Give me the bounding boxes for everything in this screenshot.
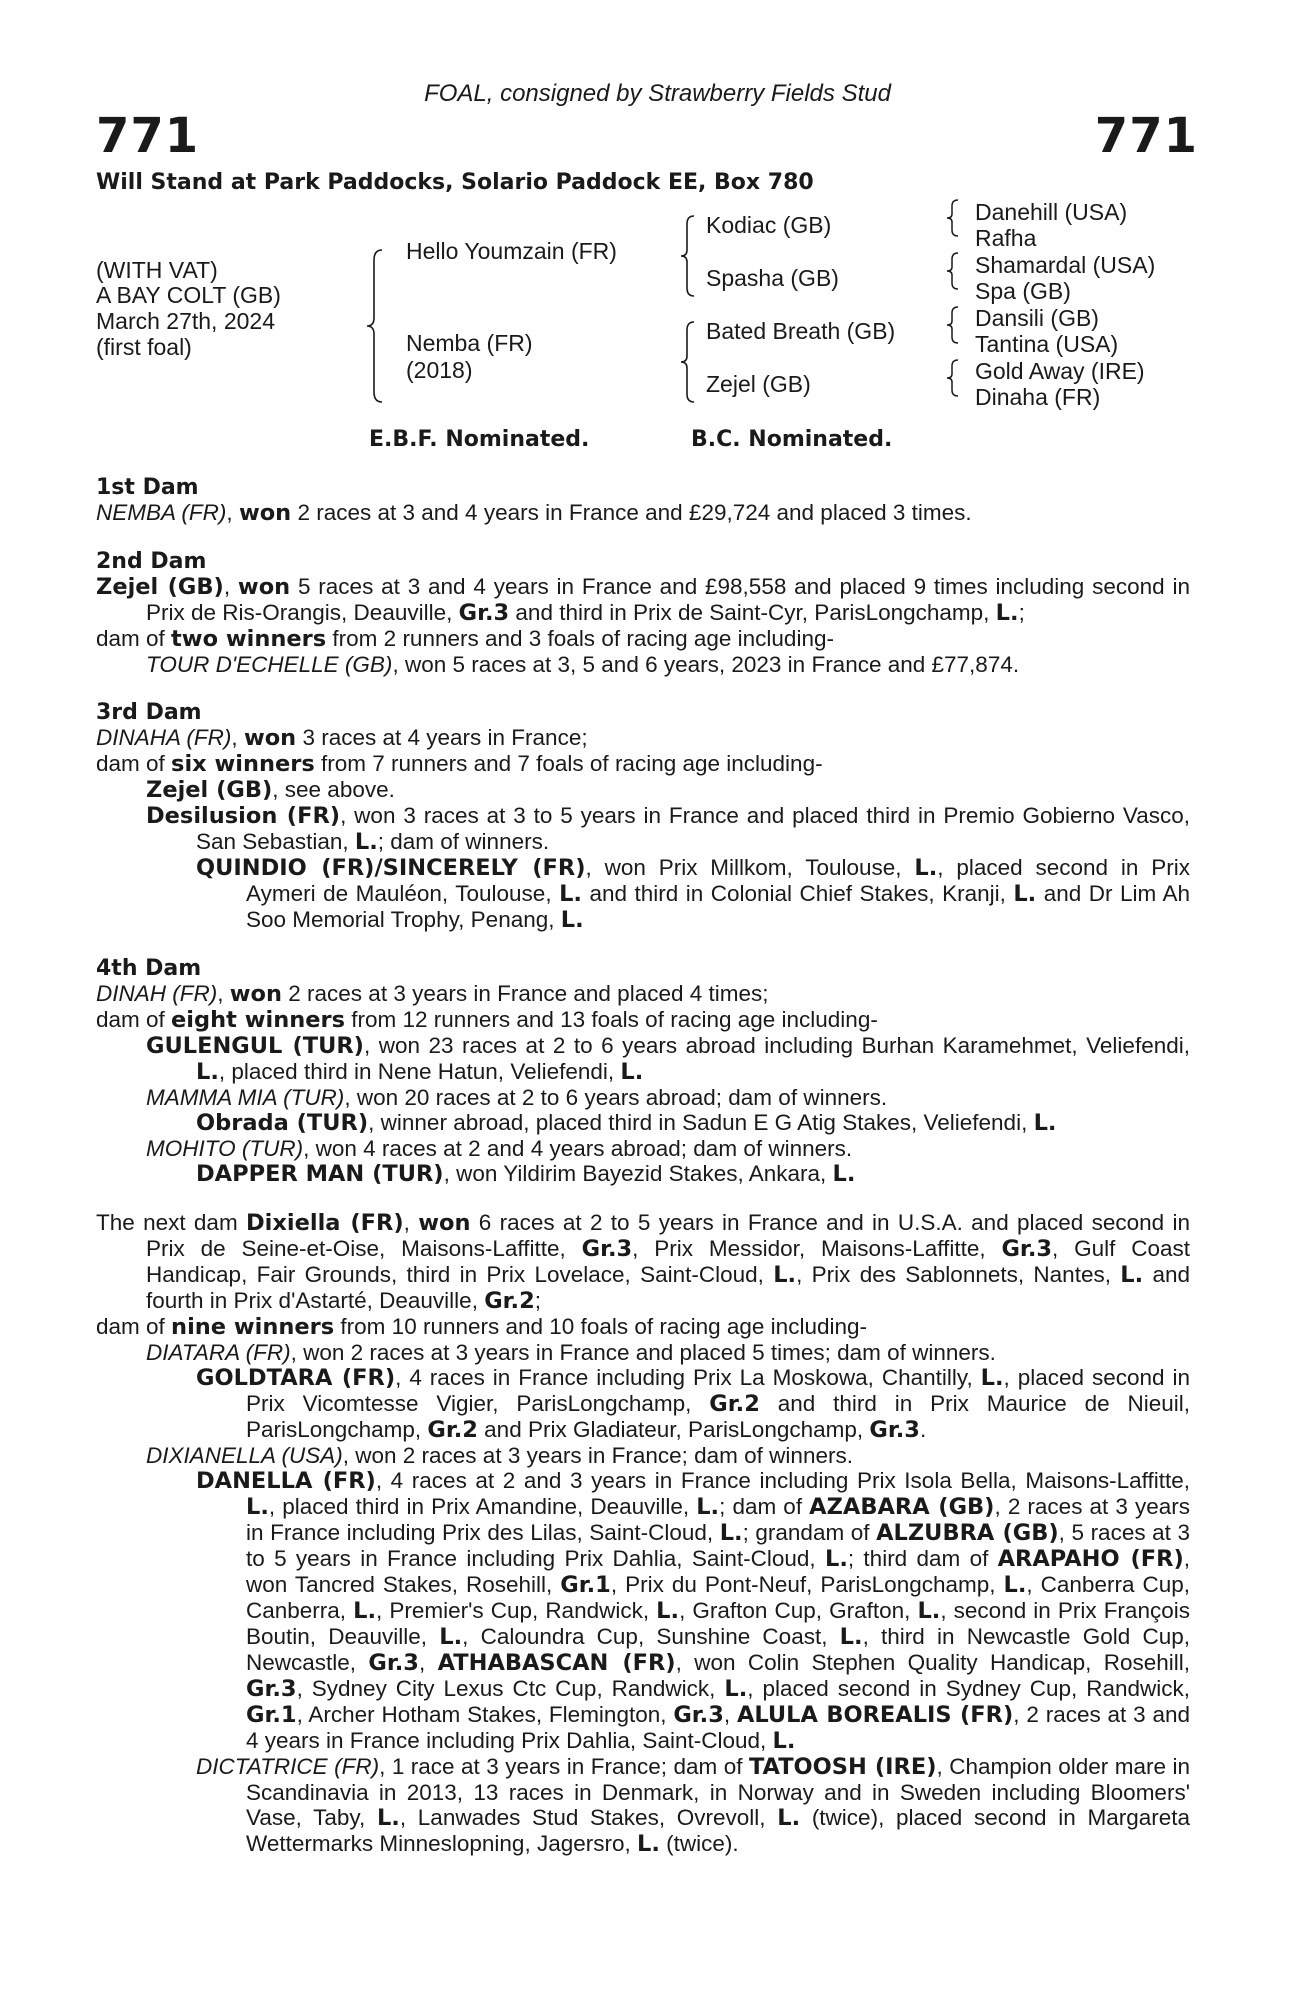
text-line: TOUR D'ECHELLE (GB), won 5 races at 3, 5 and 6 years, 2023 in France and £77,874. xyxy=(146,652,1020,677)
second-dam-section xyxy=(96,549,1190,677)
text-line: dam of two winners from 2 runners and 3 foals of racing age including- xyxy=(96,626,834,652)
grandparent-4: Spa (GB) xyxy=(975,278,1071,304)
brace-dam xyxy=(680,320,696,404)
stand-line: Will Stand at Park Paddocks, Solario Paddock EE, Box 780 xyxy=(96,170,814,195)
dam-dam: Zejel (GB) xyxy=(706,371,811,397)
text-line: DICTATRICE (FR), 1 race at 3 years in France; dam of TATOOSH (IRE), Champion older mare in Scandinavia in 2013, 13 races in Denmark, in Norway and in Sweden including Bloomers' Vase, Taby, L., Lanwades Stud Stakes, Ovrevoll, L. (twice), placed second in Margareta Wettermarks Minneslopning, Jagersro, L. (twice). xyxy=(196,1754,1191,1857)
lot-note: (first foal) xyxy=(96,334,192,360)
text-line: GULENGUL (TUR), won 23 races at 2 to 6 years abroad including Burhan Karamehmet, Veliefendi, L., placed third in Nene Hatun, Veliefendi, L. xyxy=(146,1033,1190,1085)
text-line: Zejel (GB), won 5 races at 3 and 4 years in France and £98,558 and placed 9 times including second in Prix de Ris-Orangis, Deauville, Gr.3 and third in Prix de Saint-Cyr, ParisLongchamp, L.; xyxy=(96,574,1190,626)
lot-number-left: 771 xyxy=(96,108,200,164)
lot-number-right: 771 xyxy=(1094,108,1198,164)
grandparent-8: Dinaha (FR) xyxy=(975,384,1101,410)
grandparent-5: Dansili (GB) xyxy=(975,305,1099,331)
section-heading: 3rd Dam xyxy=(96,700,202,725)
brace-g12 xyxy=(946,198,960,238)
text-line: DIATARA (FR), won 2 races at 3 years in France and placed 5 times; dam of winners. xyxy=(146,1340,996,1365)
dam-year: (2018) xyxy=(406,357,473,383)
text-line: DIXIANELLA (USA), won 2 races at 3 years in France; dam of winners. xyxy=(146,1443,853,1468)
brace-sire xyxy=(680,214,696,298)
brace-main xyxy=(366,248,384,404)
section-heading: 1st Dam xyxy=(96,475,199,500)
dam-sire: Bated Breath (GB) xyxy=(706,318,896,344)
brace-g56 xyxy=(946,305,960,345)
text-line: DINAHA (FR), won 3 races at 4 years in France; xyxy=(96,725,588,751)
text-line: MOHITO (TUR), won 4 races at 2 and 4 years abroad; dam of winners. xyxy=(146,1136,853,1161)
fourth-dam-section xyxy=(96,956,1190,1187)
text-line: DINAH (FR), won 2 races at 3 years in France and placed 4 times; xyxy=(96,981,769,1007)
text-line: Obrada (TUR), winner abroad, placed third in Sadun E G Atig Stakes, Veliefendi, L. xyxy=(196,1110,1057,1136)
third-dam-section xyxy=(96,700,1190,933)
vat-label: (WITH VAT) xyxy=(96,257,218,283)
text-line: DANELLA (FR), 4 races at 2 and 3 years in France including Prix Isola Bella, Maisons-Laffitte, L., placed third in Prix Amandine, Deauville, L.; dam of AZABARA (GB), 2 races at 3 years in France including Prix des Lilas, Saint-Cloud, L.; grandam of ALZUBRA (GB), 5 races at 3 to 5 years in France including Prix Dahlia, Saint-Cloud, L.; third dam of ARAPAHO (FR), won Tancred Stakes, Rosehill, Gr.1, Prix du Pont-Neuf, ParisLongchamp, L., Canberra Cup, Canberra, L., Premier's Cup, Randwick, L., Grafton Cup, Grafton, L., second in Prix François Boutin, Deauville, L., Caloundra Cup, Sunshine Coast, L., third in Newcastle Gold Cup, Newcastle, Gr.3, ATHABASCAN (FR), won Colin Stephen Quality Handicap, Rosehill, Gr.3, Sydney City Lexus Ctc Cup, Randwick, L., placed second in Sydney Cup, Randwick, Gr.1, Archer Hotham Stakes, Flemington, Gr.3, ALULA BOREALIS (FR), 2 races at 3 and 4 years in France including Prix Dahlia, Saint-Cloud, L. xyxy=(196,1468,1191,1754)
text-line: dam of nine winners from 10 runners and 10 foals of racing age including- xyxy=(96,1314,867,1340)
text-line: QUINDIO (FR)/SINCERELY (FR), won Prix Millkom, Toulouse, L., placed second in Prix Aymeri de Mauléon, Toulouse, L. and third in Colonial Chief Stakes, Kranji, L. and Dr Lim Ah Soo Memorial Trophy, Penang, L. xyxy=(196,855,1190,933)
lot-dob: March 27th, 2024 xyxy=(96,308,276,334)
grandparent-6: Tantina (USA) xyxy=(975,331,1119,357)
grandparent-1: Danehill (USA) xyxy=(975,199,1128,225)
ebf-nominated: E.B.F. Nominated. xyxy=(369,427,590,452)
grandparent-7: Gold Away (IRE) xyxy=(975,358,1145,384)
text-line: dam of eight winners from 12 runners and 13 foals of racing age including- xyxy=(96,1007,878,1033)
pedigree-notes xyxy=(96,475,1190,1880)
lot-name: A BAY COLT (GB) xyxy=(96,282,281,308)
text-line: dam of six winners from 7 runners and 7 foals of racing age including- xyxy=(96,751,823,777)
sire-sire: Kodiac (GB) xyxy=(706,212,832,238)
grandparent-3: Shamardal (USA) xyxy=(975,252,1156,278)
brace-g78 xyxy=(946,358,960,398)
text-line: The next dam Dixiella (FR), won 6 races at 2 to 5 years in France and in U.S.A. and placed second in Prix de Seine-et-Oise, Maisons-Laffitte, Gr.3, Prix Messidor, Maisons-Laffitte, Gr.3, Gulf Coast Handicap, Fair Grounds, third in Prix Lovelace, Saint-Cloud, L., Prix des Sablonnets, Nantes, L. and fourth in Prix d'Astarté, Deauville, Gr.2; xyxy=(96,1210,1190,1314)
sire-dam: Spasha (GB) xyxy=(706,265,839,291)
dam-name: Nemba (FR) xyxy=(406,330,533,356)
brace-g34 xyxy=(946,251,960,291)
first-dam-section xyxy=(96,475,1190,526)
consignor-line: FOAL, consigned by Strawberry Fields Stud xyxy=(424,80,891,107)
text-line: MAMMA MIA (TUR), won 20 races at 2 to 6 years abroad; dam of winners. xyxy=(146,1085,888,1110)
text-line: GOLDTARA (FR), 4 races in France including Prix La Moskowa, Chantilly, L., placed second in Prix Vicomtesse Vigier, ParisLongchamp, Gr.2 and third in Prix Maurice de Nieuil, ParisLongchamp, Gr.2 and Prix Gladiateur, ParisLongchamp, Gr.3. xyxy=(196,1365,1190,1443)
grandparent-2: Rafha xyxy=(975,225,1037,251)
text-line: Zejel (GB), see above. xyxy=(146,777,395,803)
section-heading: 4th Dam xyxy=(96,956,202,981)
text-line: DAPPER MAN (TUR), won Yildirim Bayezid Stakes, Ankara, L. xyxy=(196,1161,856,1187)
section-heading: 2nd Dam xyxy=(96,549,207,574)
next-dam-section xyxy=(96,1210,1190,1857)
bc-nominated: B.C. Nominated. xyxy=(691,427,893,452)
sire-name: Hello Youmzain (FR) xyxy=(406,238,617,264)
text-line: Desilusion (FR), won 3 races at 3 to 5 years in France and placed third in Premio Gobierno Vasco, San Sebastian, L.; dam of winners. xyxy=(146,803,1190,855)
text-line: NEMBA (FR), won 2 races at 3 and 4 years in France and £29,724 and placed 3 times. xyxy=(96,500,972,526)
